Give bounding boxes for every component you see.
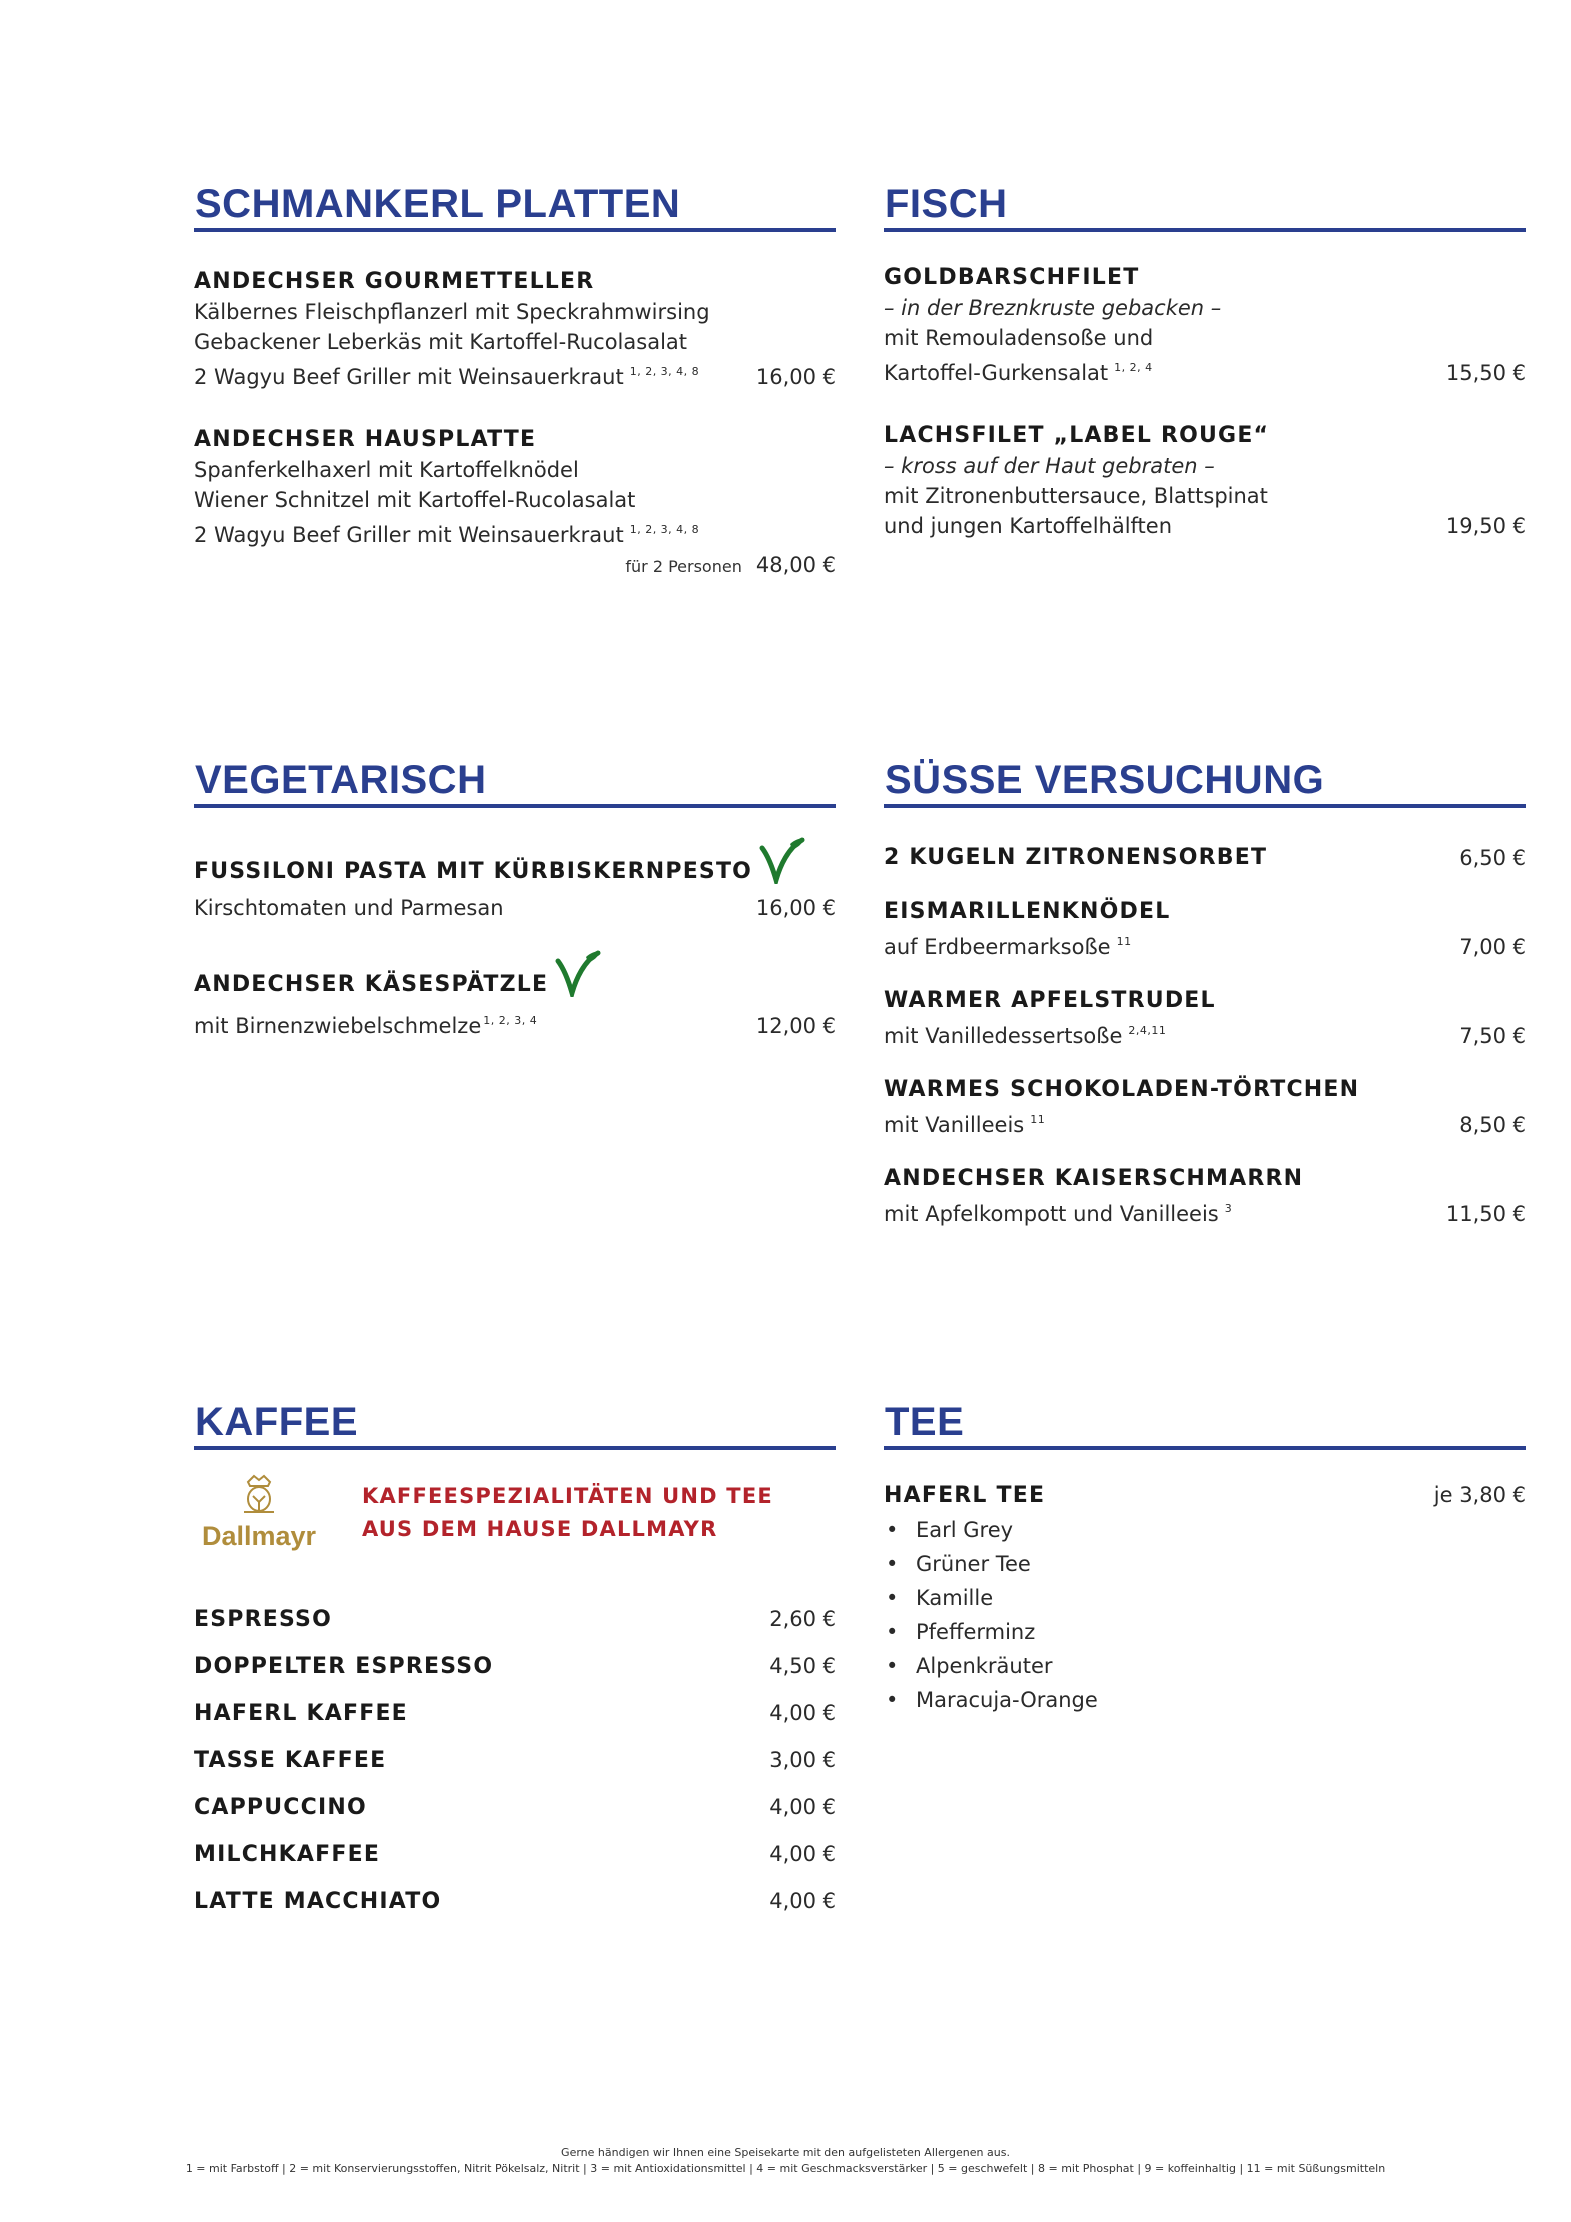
- dallmayr-crest-icon: [240, 1472, 278, 1518]
- section-schmankerl-platten: [194, 180, 836, 582]
- section-title: SÜSSE VERSUCHUNG: [884, 756, 1526, 808]
- item-name: ANDECHSER GOURMETTELLER: [194, 269, 595, 294]
- item-subtitle: – kross auf der Haut gebraten –: [884, 454, 1215, 478]
- section-vegetarisch: [194, 756, 836, 1041]
- item-price: 16,00 €: [755, 365, 836, 389]
- coffee-row: [194, 1690, 836, 1737]
- tea-variety-label: Maracuja-Orange: [916, 1688, 1098, 1712]
- allergen-footer: [0, 2145, 1571, 2177]
- section-kaffee: [194, 1398, 836, 1925]
- coffee-row: [194, 1643, 836, 1690]
- item-name: GOLDBARSCHFILET: [884, 265, 1140, 290]
- item-price: 3,00 €: [769, 1748, 836, 1772]
- special-line: KAFFEESPEZIALITÄTEN UND TEE: [362, 1484, 773, 1508]
- item-line: mit Zitronenbuttersauce, Blattspinat: [884, 484, 1268, 508]
- coffee-list: [194, 1596, 836, 1925]
- menu-item-haferl-tee: [884, 1480, 1526, 1717]
- item-line: [884, 1194, 1526, 1229]
- menu-item-eismarillenknoedel: [884, 896, 1526, 962]
- item-line: [884, 927, 1526, 962]
- item-price: 7,50 €: [1459, 1024, 1526, 1048]
- section-title: TEE: [884, 1398, 1526, 1450]
- item-line-text: Kartoffel-Gurkensalat: [884, 361, 1109, 385]
- item-name: CAPPUCCINO: [194, 1795, 367, 1820]
- item-price: 7,00 €: [1459, 935, 1526, 959]
- section-title: FISCH: [884, 180, 1526, 232]
- item-price: 12,00 €: [755, 1014, 836, 1038]
- bullet-icon: •: [886, 1654, 899, 1678]
- tea-variety-label: Alpenkräuter: [916, 1654, 1053, 1678]
- item-line-text: 2 Wagyu Beef Griller mit Weinsauerkraut: [194, 523, 624, 547]
- dallmayr-special-text: [362, 1480, 773, 1546]
- menu-item-lachsfilet: [884, 420, 1526, 541]
- menu-item-fussiloni: [194, 836, 836, 923]
- item-line-text: mit Apfelkompott und Vanilleeis: [884, 1202, 1219, 1226]
- item-line: Kirschtomaten und Parmesan: [194, 896, 504, 920]
- tea-variety-label: Kamille: [916, 1586, 994, 1610]
- item-name: EISMARILLENKNÖDEL: [884, 899, 1171, 924]
- bullet-icon: •: [886, 1688, 899, 1712]
- item-name: LACHSFILET „LABEL ROUGE“: [884, 423, 1270, 448]
- item-name: 2 KUGELN ZITRONENSORBET: [884, 845, 1268, 870]
- vegetarian-v-icon: [758, 836, 806, 893]
- tea-variety: [884, 1649, 1526, 1683]
- item-name: WARMES SCHOKOLADEN-TÖRTCHEN: [884, 1077, 1360, 1102]
- tea-varieties-list: [884, 1513, 1526, 1717]
- item-price: 4,00 €: [769, 1842, 836, 1866]
- section-title: VEGETARISCH: [194, 756, 836, 808]
- item-line: [884, 353, 1526, 388]
- section-tee: [884, 1398, 1526, 1717]
- item-price: 4,00 €: [769, 1795, 836, 1819]
- item-line-text: mit Vanilleeis: [884, 1113, 1025, 1137]
- special-line: AUS DEM HAUSE DALLMAYR: [362, 1517, 718, 1541]
- item-name: ANDECHSER KAISERSCHMARRN: [884, 1166, 1304, 1191]
- item-name: FUSSILONI PASTA MIT KÜRBISKERNPESTO: [194, 859, 753, 884]
- coffee-row: [194, 1737, 836, 1784]
- item-name: HAFERL TEE: [884, 1483, 1046, 1508]
- menu-item-kaesespaetzle: [194, 949, 836, 1041]
- item-line: Kälbernes Fleischpflanzerl mit Speckrahmwirsing: [194, 300, 710, 324]
- vegetarian-v-icon: [554, 949, 602, 1006]
- item-name: HAFERL KAFFEE: [194, 1701, 408, 1726]
- section-title: SCHMANKERL PLATTEN: [194, 180, 836, 232]
- item-line-text: mit Vanilledessertsoße: [884, 1024, 1123, 1048]
- footer-legend: 1 = mit Farbstoff | 2 = mit Konservierungsstoffen, Nitrit Pökelsalz, Nitrit | 3 = mit Antioxidationsmittel | 4 = mit Geschmacksverstärker | 5 = geschwefelt | 8 = mit Phosphat | 9 = koffeinhaltig | 11 = mit Süßungsmitteln: [185, 2162, 1386, 2175]
- item-price: 19,50 €: [1445, 514, 1526, 538]
- tea-variety-label: Pfefferminz: [916, 1620, 1036, 1644]
- item-line: mit Remouladensoße und: [884, 326, 1154, 350]
- bullet-icon: •: [886, 1586, 899, 1610]
- item-line: und jungen Kartoffelhälften: [884, 514, 1173, 538]
- menu-item-gourmetteller: [194, 266, 836, 392]
- allergen-footnote: 2,4,11: [1128, 1024, 1167, 1037]
- allergen-footnote: 1, 2, 3, 4: [483, 1014, 538, 1027]
- tea-variety: [884, 1683, 1526, 1717]
- item-name: LATTE MACCHIATO: [194, 1889, 442, 1914]
- item-price: je 3,80 €: [1433, 1483, 1526, 1507]
- bullet-icon: •: [886, 1518, 899, 1542]
- item-line-text: mit Birnenzwiebelschmelze: [194, 1014, 482, 1038]
- item-price: 8,50 €: [1459, 1113, 1526, 1137]
- tea-variety-label: Grüner Tee: [916, 1552, 1031, 1576]
- item-name: ESPRESSO: [194, 1607, 332, 1632]
- tea-variety: [884, 1547, 1526, 1581]
- item-subtitle: – in der Breznkruste gebacken –: [884, 296, 1222, 320]
- item-price: 48,00 €: [755, 553, 836, 577]
- item-price: 16,00 €: [755, 896, 836, 920]
- item-name: ANDECHSER KÄSESPÄTZLE: [194, 972, 549, 997]
- allergen-footnote: 3: [1224, 1202, 1233, 1215]
- item-price: 4,00 €: [769, 1889, 836, 1913]
- price-line: [194, 550, 836, 582]
- item-line: [884, 1105, 1526, 1140]
- menu-item-apfelstrudel: [884, 985, 1526, 1051]
- dallmayr-wordmark: Dallmayr: [201, 1521, 317, 1551]
- item-line: Gebackener Leberkäs mit Kartoffel-Rucolasalat: [194, 330, 688, 354]
- item-name: MILCHKAFFEE: [194, 1842, 381, 1867]
- item-line: Spanferkelhaxerl mit Kartoffelknödel: [194, 458, 579, 482]
- item-price: 11,50 €: [1445, 1202, 1526, 1226]
- tea-variety: [884, 1581, 1526, 1615]
- allergen-footnote: 1, 2, 4: [1114, 361, 1153, 374]
- menu-item-schokoladentoertchen: [884, 1074, 1526, 1140]
- menu-item-zitronensorbet: [884, 842, 1526, 873]
- item-price: 15,50 €: [1445, 361, 1526, 385]
- dallmayr-banner: [194, 1472, 836, 1594]
- item-line: [884, 1016, 1526, 1051]
- item-name: TASSE KAFFEE: [194, 1748, 387, 1773]
- item-price: 6,50 €: [1459, 846, 1526, 870]
- allergen-footnote: 1, 2, 3, 4, 8: [629, 365, 700, 378]
- menu-item-kaiserschmarrn: [884, 1163, 1526, 1229]
- item-name: ANDECHSER HAUSPLATTE: [194, 427, 537, 452]
- bullet-icon: •: [886, 1620, 899, 1644]
- item-line: Wiener Schnitzel mit Kartoffel-Rucolasalat: [194, 488, 636, 512]
- allergen-footnote: 11: [1116, 935, 1132, 948]
- menu-item-goldbarschfilet: [884, 262, 1526, 388]
- tea-variety: [884, 1615, 1526, 1649]
- item-price: 4,00 €: [769, 1701, 836, 1725]
- menu-item-hausplatte: [194, 424, 836, 582]
- item-line-text: auf Erdbeermarksoße: [884, 935, 1111, 959]
- footer-note: Gerne händigen wir Ihnen eine Speisekarte mit den aufgelisteten Allergenen aus.: [561, 2146, 1010, 2159]
- tea-variety-label: Earl Grey: [916, 1518, 1014, 1542]
- item-line: [194, 357, 836, 392]
- coffee-row: [194, 1831, 836, 1878]
- item-price: 4,50 €: [769, 1654, 836, 1678]
- item-name: DOPPELTER ESPRESSO: [194, 1654, 494, 1679]
- item-name-row: [194, 836, 836, 893]
- section-suesse-versuchung: [884, 756, 1526, 1229]
- coffee-row: [194, 1784, 836, 1831]
- item-line: [194, 515, 836, 550]
- dallmayr-logo: [194, 1472, 324, 1552]
- allergen-footnote: 11: [1030, 1113, 1046, 1126]
- tea-variety: [884, 1513, 1526, 1547]
- coffee-row: [194, 1596, 836, 1643]
- item-line-text: 2 Wagyu Beef Griller mit Weinsauerkraut: [194, 365, 624, 389]
- item-price: 2,60 €: [769, 1607, 836, 1631]
- coffee-row: [194, 1878, 836, 1925]
- item-line: [194, 1006, 836, 1041]
- section-fisch: [884, 180, 1526, 541]
- bullet-icon: •: [886, 1552, 899, 1576]
- item-name-row: [194, 949, 836, 1006]
- section-title: KAFFEE: [194, 1398, 836, 1450]
- portion-note: für 2 Personen: [625, 557, 742, 576]
- item-name: WARMER APFELSTRUDEL: [884, 988, 1216, 1013]
- allergen-footnote: 1, 2, 3, 4, 8: [629, 523, 700, 536]
